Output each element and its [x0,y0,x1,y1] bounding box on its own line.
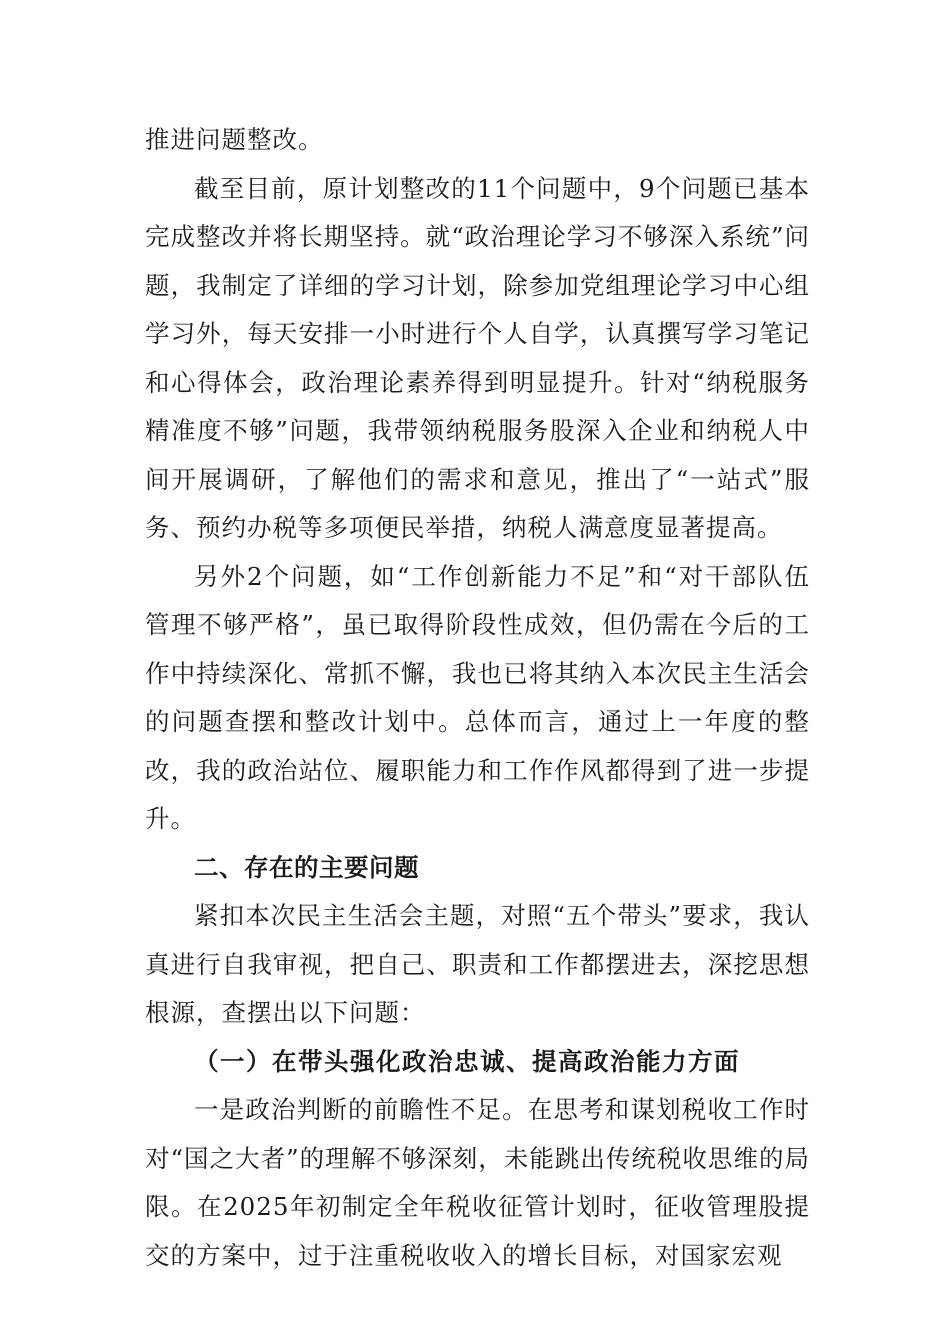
section-heading-main-problems: 二、存在的主要问题 [194,852,419,882]
document-page [145,116,810,1280]
paragraph-political-judgment: 一是政治判断的前瞻性不足。在思考和谋划税收工作时对“国之大者”的理解不够深刻，未能跳出传统税收思维的局限。在2025年初制定全年税收征管计划时，征收管理股提交的方案中，过于注重税收收入的增长目标，对国家宏观 [145,1095,810,1270]
paragraph-self-review: 紧扣本次民主生活会主题，对照“五个带头”要求，我认真进行自我审视，把自己、职责和工作都摆进去，深挖思想根源，查摆出以下问题： [145,901,810,1027]
paragraph-continuation: 推进问题整改。 [145,125,324,154]
paragraph-remaining-issues: 另外2个问题，如“工作创新能力不足”和“对干部队伍管理不够严格”，虽已取得阶段性成效，但仍需在今后的工作中持续深化、常抓不懈，我也已将其纳入本次民主生活会的问题查摆和整改计划中。总体而言，通过上一年度的整改，我的政治站位、履职能力和工作作风都得到了进一步提升。 [145,561,810,833]
paragraph-rectification-progress: 截至目前，原计划整改的11个问题中，9个问题已基本完成整改并将长期坚持。就“政治理论学习不够深入系统”问题，我制定了详细的学习计划，除参加党组理论学习中心组学习外，每天安排一小时进行个人自学，认真撰写学习笔记和心得体会，政治理论素养得到明显提升。针对“纳税服务精准度不够”问题，我带领纳税服务股深入企业和纳税人中间开展调研，了解他们的需求和意见，推出了“一站式”服务、预约办税等多项便民举措，纳税人满意度显著提高。 [145,173,810,542]
subsection-heading-political-loyalty: （一）在带头强化政治忠诚、提高政治能力方面 [194,1046,740,1076]
